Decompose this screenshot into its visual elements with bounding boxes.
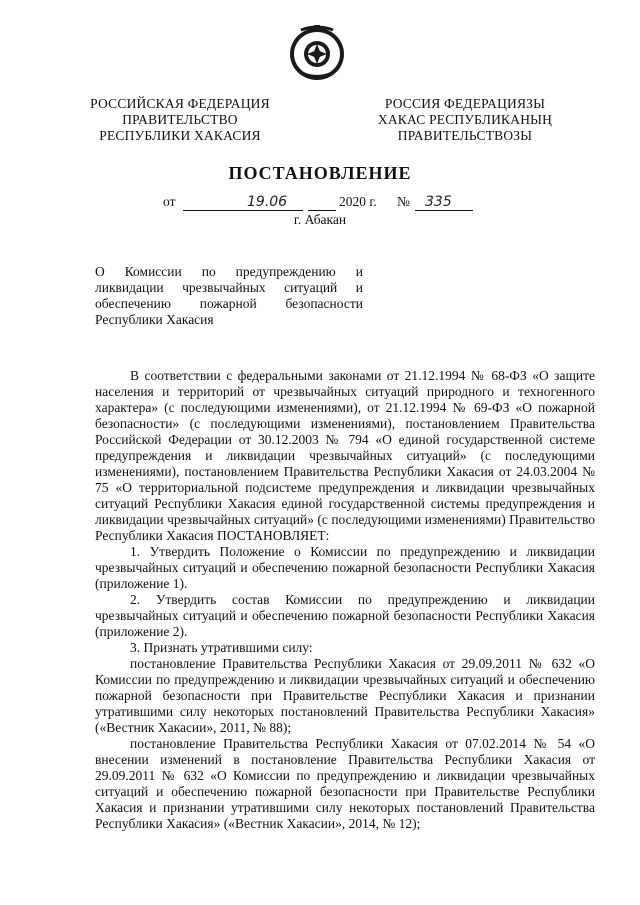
clause-3-paragraph: 3. Признать утратившими силу: bbox=[130, 640, 313, 655]
subject-word: безопасности bbox=[285, 296, 363, 311]
preamble-paragraph: В соответствии с федеральными законами от 21.12.1994 № 68-ФЗ «О защите населения и территорий от чрезвычайных ситуаций природного и техногенного характера» (с последующими изменениями), от 21.12.1994 № 69-ФЗ «О пожарной безопасности» (с последующими изменениями), постановлением Правительства Российской Федерации от 30.12.2003 № 794 «О единой государственной системе предупреждения и ликвидации чрезвычайных ситуаций» (с последующими изменениями), постановлением Правительства Республики Хакасия от 24.03.2004 № 75 «О территориальной подсистеме предупреждения и ликвидации чрезвычайных ситуаций Республики Хакасия единой государственной системы предупреждения и ликвидации чрезвычайных ситуаций» (с последующими изменениями) Правительство Республики Хакасия ПОСТАНОВЛЯЕТ: bbox=[95, 368, 595, 543]
subject-word: ситуаций bbox=[284, 280, 338, 295]
subject-word: Комиссии bbox=[124, 264, 182, 279]
subject-word: предупреждению bbox=[235, 264, 336, 279]
header-right-block bbox=[355, 96, 575, 144]
repealed-act-2-paragraph: постановление Правительства Республики Хакасия от 07.02.2014 № 54 «О внесении изменений в постановление Правительства Республики Хакасия от 29.09.2011 № 632 «О Комиссии по предупреждению и ликвидации чрезвычайных ситуаций и обеспечению пожарной безопасности при Правительстве Республики Хакасия и признании утратившими силу некоторых постановлений Правительства Республики Хакасия» («Вестник Хакасии», 2014, № 12); bbox=[95, 736, 595, 831]
date-underline bbox=[183, 210, 303, 211]
date-underline-extra bbox=[308, 210, 336, 211]
subject-word: ликвидации bbox=[95, 280, 164, 295]
header-left-line: РЕСПУБЛИКИ ХАКАСИЯ bbox=[99, 128, 261, 143]
subject-word: Республики Хакасия bbox=[95, 312, 214, 327]
subject-line bbox=[95, 264, 363, 280]
subject-word: О bbox=[95, 264, 105, 279]
subject-word: и bbox=[355, 280, 363, 295]
number-sign: № bbox=[397, 194, 410, 209]
clause-2-paragraph: 2. Утвердить состав Комиссии по предупреждению и ликвидации чрезвычайных ситуаций и обеспечению пожарной безопасности Республики Хакасия (приложение 2). bbox=[95, 592, 595, 639]
number-handwritten: 335 bbox=[425, 194, 452, 210]
repealed-act-1-paragraph: постановление Правительства Республики Хакасия от 29.09.2011 № 632 «О Комиссии по предупреждению и ликвидации чрезвычайных ситуаций и обеспечению пожарной безопасности при Правительстве Республики Хакасия и признании утратившими силу некоторых постановлений Правительства Республики Хакасия» («Вестник Хакасии», 2011, № 88); bbox=[95, 656, 595, 735]
date-prefix: от bbox=[163, 194, 176, 209]
subject-word: чрезвычайных bbox=[182, 280, 266, 295]
subject-word: обеспечению bbox=[95, 296, 171, 311]
subject-line bbox=[95, 296, 363, 312]
document-title: ПОСТАНОВЛЕНИЕ bbox=[228, 163, 412, 183]
subject-word: и bbox=[355, 264, 363, 279]
subject-line bbox=[95, 312, 363, 328]
document-body bbox=[95, 368, 595, 832]
clause-1-paragraph: 1. Утвердить Положение о Комиссии по предупреждению и ликвидации чрезвычайных ситуаций и обеспечению пожарной безопасности Республики Хакасия (приложение 1). bbox=[95, 544, 595, 591]
coat-of-arms-emblem bbox=[287, 24, 347, 82]
subject-block bbox=[95, 264, 363, 328]
city-label: г. Абакан bbox=[293, 212, 347, 227]
header-left-line: ПРАВИТЕЛЬСТВО bbox=[122, 112, 238, 127]
header-left-line: РОССИЙСКАЯ ФЕДЕРАЦИЯ bbox=[90, 96, 270, 111]
header-right-line: РОССИЯ ФЕДЕРАЦИЯЗЫ bbox=[384, 96, 546, 111]
date-handwritten: 19.06 bbox=[247, 194, 288, 210]
header-right-line: ХАКАС РЕСПУБЛИКАНЫҢ bbox=[377, 112, 553, 127]
date-number-line bbox=[163, 194, 483, 214]
year-label: 2020 г. bbox=[339, 194, 377, 209]
subject-word: по bbox=[201, 264, 216, 279]
header-right-line: ПРАВИТЕЛЬСТВОЗЫ bbox=[397, 128, 533, 143]
number-underline bbox=[415, 210, 473, 211]
header-left-block bbox=[80, 96, 280, 144]
subject-line bbox=[95, 280, 363, 296]
subject-word: пожарной bbox=[199, 296, 257, 311]
